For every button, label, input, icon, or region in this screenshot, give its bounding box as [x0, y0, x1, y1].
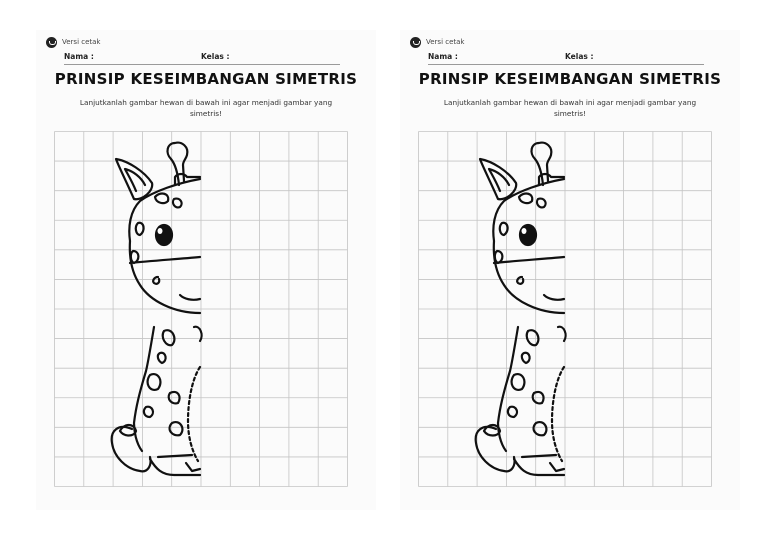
name-field-label: Nama : — [428, 52, 458, 61]
giraffe-body-spot — [527, 330, 539, 345]
giraffe-muzzle-line — [130, 257, 200, 263]
class-field-label: Kelas : — [565, 52, 594, 61]
giraffe-body-spot — [148, 374, 161, 390]
student-info-row — [64, 51, 340, 65]
giraffe-head-spot — [173, 199, 182, 208]
giraffe-hoof-mark — [550, 463, 564, 471]
giraffe-ear — [480, 159, 516, 199]
giraffe-leg-bottom — [150, 459, 200, 475]
giraffe-head-spot — [155, 194, 168, 204]
grid-lines — [55, 132, 348, 487]
worksheet-instruction: Lanjutkanlah gambar hewan di bawah ini agar menjadi gambar yang simetris! — [79, 98, 333, 118]
giraffe-ear — [116, 159, 152, 199]
giraffe-head-spot — [519, 194, 532, 204]
giraffe-belly-line — [188, 367, 200, 461]
print-version-badge — [46, 36, 101, 48]
worksheet-instruction: Lanjutkanlah gambar hewan di bawah ini agar menjadi gambar yang simetris! — [443, 98, 697, 118]
name-field-label: Nama : — [64, 52, 94, 61]
giraffe-body-spot — [512, 374, 525, 390]
giraffe-belly-line — [552, 367, 564, 461]
giraffe-smile — [180, 295, 200, 300]
giraffe-ossicone — [532, 143, 552, 185]
giraffe-nostril — [517, 277, 523, 284]
worksheet-left — [36, 30, 376, 510]
giraffe-eye-highlight — [158, 228, 163, 234]
giraffe-body-spot — [522, 353, 530, 363]
giraffe-hoof-mark — [186, 463, 200, 471]
giraffe-ossicone — [168, 143, 188, 185]
giraffe-head-spot — [495, 251, 503, 263]
brand-logo-icon — [46, 37, 57, 48]
giraffe-foot — [112, 427, 151, 471]
giraffe-smile — [544, 295, 564, 300]
print-version-label: Versi cetak — [426, 38, 465, 46]
class-field-label: Kelas : — [201, 52, 230, 61]
giraffe-leg-bottom — [514, 459, 564, 475]
print-version-badge — [410, 36, 465, 48]
worksheet-title: PRINSIP KESEIMBANGAN SIMETRIS — [418, 70, 722, 88]
print-version-label: Versi cetak — [62, 38, 101, 46]
giraffe-foot — [476, 427, 515, 471]
giraffe-body-spot — [144, 407, 153, 417]
giraffe-muzzle-line — [494, 257, 564, 263]
worksheet-title: PRINSIP KESEIMBANGAN SIMETRIS — [54, 70, 358, 88]
giraffe-head-spot — [131, 251, 139, 263]
giraffe-eye-highlight — [522, 228, 527, 234]
student-info-row — [428, 51, 704, 65]
worksheet-right — [400, 30, 740, 510]
giraffe-eye — [156, 225, 172, 245]
giraffe-head-spot — [537, 199, 546, 208]
brand-logo-icon — [410, 37, 421, 48]
drawing-grid — [418, 131, 712, 487]
grid-lines — [419, 132, 712, 487]
giraffe-nostril — [153, 277, 159, 284]
giraffe-body-spot — [163, 330, 175, 345]
drawing-grid — [54, 131, 348, 487]
giraffe-body-spot — [508, 407, 517, 417]
giraffe-eye — [520, 225, 536, 245]
giraffe-body-spot — [158, 353, 166, 363]
